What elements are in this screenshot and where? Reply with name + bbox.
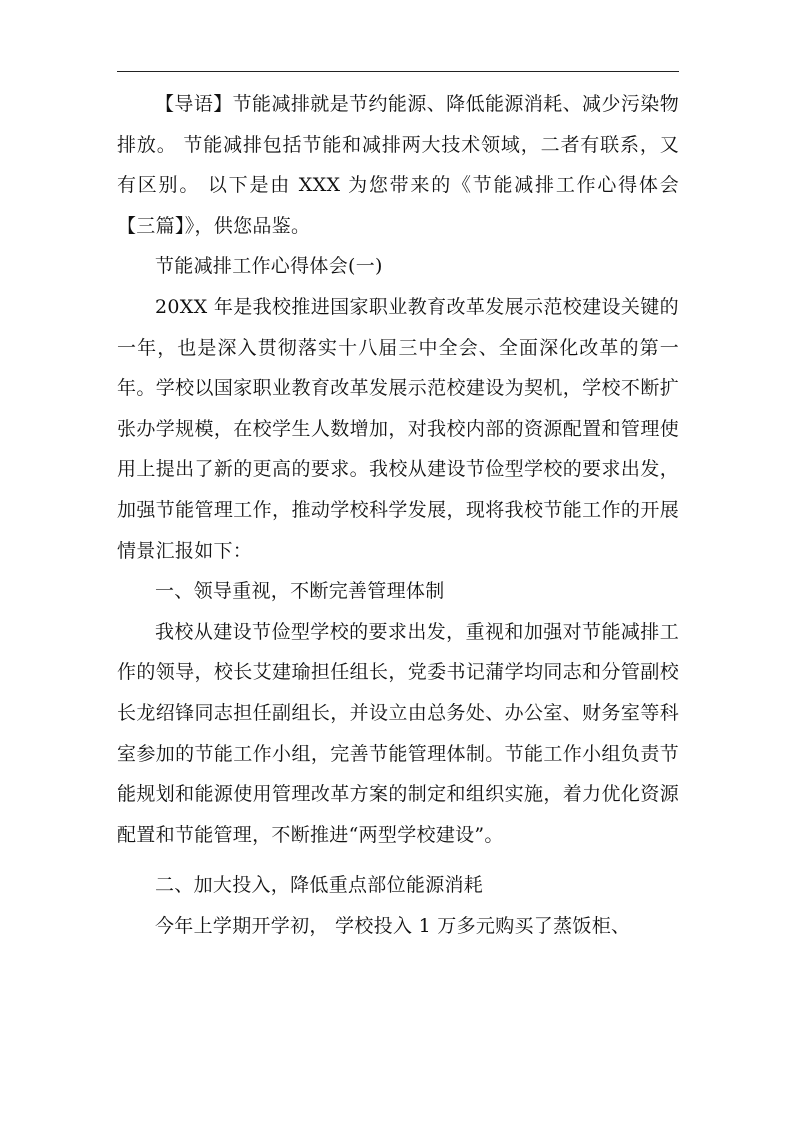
body-paragraph-2: 我校从建设节俭型学校的要求出发，重视和加强对节能减排工作的领导，校长艾建瑜担任组长，党委书记蒲学均同志和分管副校长龙绍锋同志担任副组长，并设立由总务处、办公室、财务室等科室参加的节能工作小组，完善节能管理体制。节能工作小组负责节能规划和能源使用管理改革方案的制定和组织实施，着力优化资源配置和节能管理，不断推进“两型学校建设”。 (117, 620, 679, 846)
heading-investment: 二、加大投入，降低重点部位能源消耗 (155, 874, 484, 897)
body-paragraph-1: 20XX 年是我校推进国家职业教育改革发展示范校建设关键的一年，也是深入贯彻落实十八届三中全会、全面深化改革的第一年。学校以国家职业教育改革发展示范校建设为契机，学校不断扩张办学规模，在校学生人数增加，对我校内部的资源配置和管理使用上提出了新的更高的要求。我校从建设节俭型学校的要求出发，加强节能管理工作，推动学校科学发展，现将我校节能工作的开展情景汇报如下： (117, 295, 679, 562)
section-title: 节能减排工作心得体会(一) (155, 255, 383, 278)
document-body (117, 84, 679, 946)
header-rule (117, 71, 679, 72)
body-paragraph-3: 今年上学期开学初， 学校投入 1 万多元购买了蒸饭柜、 (155, 914, 631, 937)
intro-paragraph: 【导语】节能减排就是节约能源、降低能源消耗、减少污染物排放。 节能减排包括节能和减排两大技术领域，二者有联系，又有区别。 以下是由 XXX 为您带来的《节能减排工作心得体会【三篇】》，供您品鉴。 (117, 93, 679, 237)
heading-leadership: 一、领导重视，不断完善管理体制 (155, 580, 445, 603)
